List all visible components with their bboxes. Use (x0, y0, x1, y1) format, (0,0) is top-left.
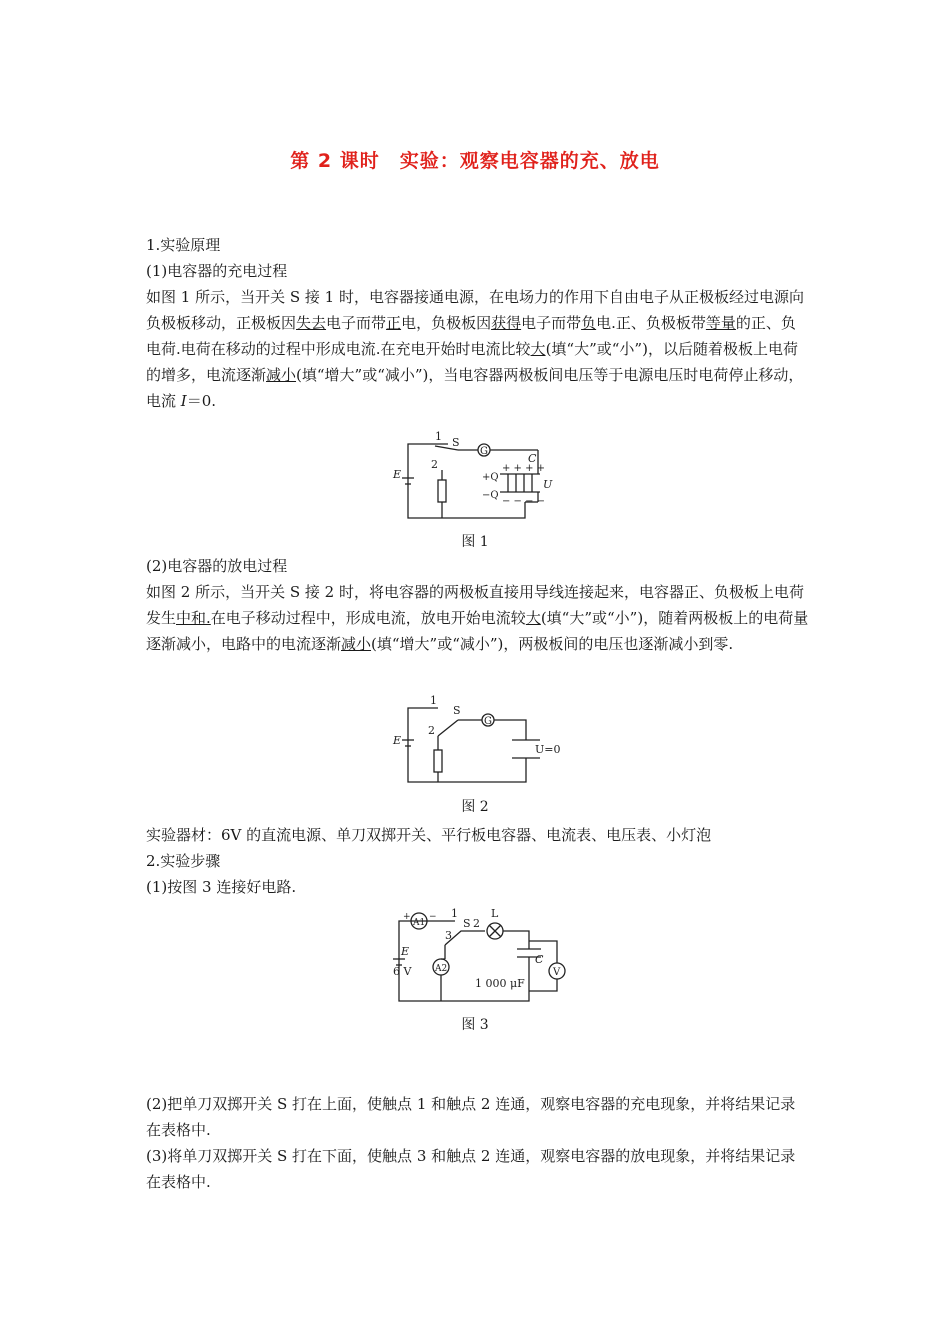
step-2-text: (2)把单刀双掷开关 S 打在上面，使触点 1 和触点 2 连通，观察电容器的充电现象，并将结果记录在表格中. (146, 1095, 796, 1139)
answer-blank: 失去 (296, 314, 327, 332)
fig3-label: A1 (413, 918, 426, 928)
fig1-label: +Q (482, 472, 499, 483)
fig1-label: 2 (431, 458, 438, 471)
answer-blank: 获得 (491, 314, 522, 332)
equipment-text: 实验器材：6V 的直流电源、单刀双掷开关、平行板电容器、电流表、电压表、小灯泡 (146, 826, 712, 844)
section-heading: 1.实验原理 (146, 236, 221, 254)
fig1-label: G (480, 446, 488, 457)
section-heading: 2.实验步骤 (146, 852, 221, 870)
figure-2-caption: 图 2 (461, 799, 489, 815)
fig1-label: U (543, 478, 553, 491)
figure-1-circuit (390, 430, 560, 525)
fig3-label: 3 (445, 929, 452, 942)
fig3-label: 6 V (393, 965, 412, 978)
figure-3-caption: 图 3 (461, 1017, 489, 1033)
fig1-label: C (528, 452, 537, 465)
answer-blank: 正 (386, 314, 402, 332)
fig2-label: U=0 (535, 743, 561, 756)
fig2-label: S (453, 704, 461, 717)
fig2-label: G (484, 716, 492, 727)
fig1-label: − − − − (502, 496, 546, 507)
fig2-label: E (393, 734, 402, 747)
fig1-label: 1 (435, 430, 442, 443)
answer-blank: 大 (525, 609, 541, 627)
fig3-label: E (401, 945, 410, 958)
answer-blank: 等量 (705, 314, 736, 332)
fig3-label: 2 (473, 917, 480, 930)
fig3-label: V (553, 967, 561, 978)
fig3-label: C (535, 953, 544, 966)
fig1-label: E (393, 468, 402, 481)
step-3-text: (3)将单刀双掷开关 S 打在下面，使触点 3 和触点 2 连通，观察电容器的放电现象，并将结果记录在表格中. (146, 1147, 796, 1191)
subsection-heading: (2)电容器的放电过程 (146, 557, 288, 575)
fig1-label: + + + + (502, 463, 546, 474)
fig2-label: 1 (430, 694, 437, 707)
discharging-paragraph: 如图 2 所示，当开关 S 接 2 时，将电容器的两极板直接用导线连接起来，电容器正、负极板上电荷发生中和.在电子移动过程中，形成电流，放电开始电流较大(填“大”或“小”)，随着两极板上的电荷量逐渐减小，电路中的电流逐渐减小(填“增大”或“减小”)，两极板间的电压也逐渐减小到零. (146, 583, 809, 653)
charging-paragraph: 如图 1 所示，当开关 S 接 1 时，电容器接通电源，在电场力的作用下自由电子从正极板经过电源向负极板移动，正极板因失去电子而带正电，负极板因获得电子而带负电.正、负极板带等量的正、负电荷.电荷在移动的过程中形成电流.在充电开始时电流比较大(填“大”或“小”)，以后随着极板上电荷的增多，电流逐渐减小(填“增大”或“减小”)，当电容器两极板间电压等于电源电压时电荷停止移动，电流 I＝0. (146, 288, 804, 410)
subsection-heading: (1)电容器的充电过程 (146, 262, 288, 280)
figure-2-circuit (390, 692, 570, 787)
fig1-label: S (452, 436, 460, 449)
fig3-label: A2 (435, 964, 448, 974)
answer-blank: 负 (581, 314, 597, 332)
figure-3-circuit (385, 905, 585, 1005)
answer-blank: 中和. (176, 609, 211, 627)
fig3-label: + (403, 912, 411, 922)
fig3-label: 1 000 μF (475, 977, 525, 990)
step-1-text: (1)按图 3 连接好电路. (146, 878, 297, 896)
page-title: 第 2 课时 实验：观察电容器的充、放电 (290, 150, 660, 172)
fig3-label: − (429, 912, 437, 922)
fig2-label: 2 (428, 724, 435, 737)
fig3-label: L (491, 907, 499, 920)
answer-blank: 减小 (341, 635, 372, 653)
answer-blank: 大 (530, 340, 546, 358)
figure-1-caption: 图 1 (461, 534, 489, 550)
answer-blank: 减小 (266, 366, 297, 384)
fig3-label: S (463, 917, 471, 930)
fig1-label: −Q (482, 490, 499, 501)
fig3-label: 1 (451, 907, 458, 920)
